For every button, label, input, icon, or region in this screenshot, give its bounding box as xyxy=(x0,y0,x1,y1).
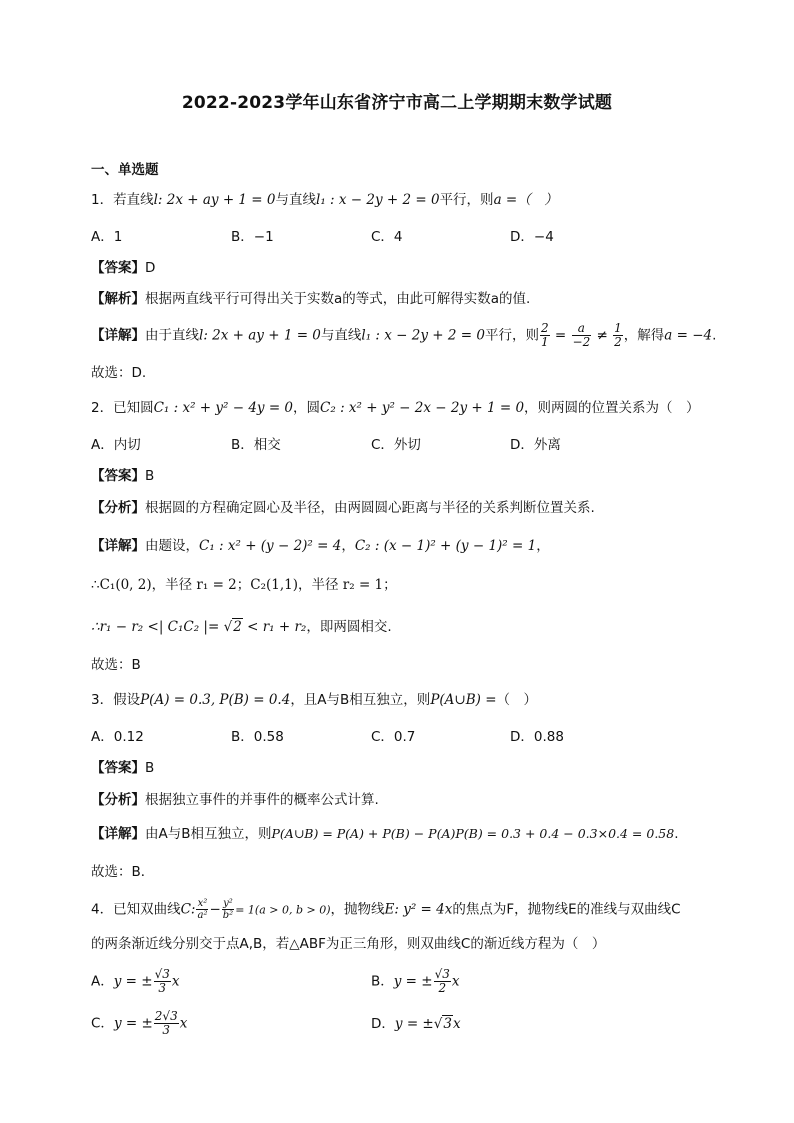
q2-option-c: C．外切 xyxy=(371,437,421,453)
q3-analysis xyxy=(91,790,379,810)
detail-text: . xyxy=(674,826,679,842)
q2-inequality: < r₁ + r₂ xyxy=(242,619,307,635)
q1-answer xyxy=(91,258,155,278)
detail-text: ，即两圆相交. xyxy=(306,619,392,635)
fraction: $\frac{\text{y²}}{\text{b²}}$ xyxy=(222,898,234,921)
q2-circle1-eq: C₁ : x² + y² − 4y = 0 xyxy=(153,400,294,416)
q1-line2-eq: l₁ : x − 2y + 2 = 0 xyxy=(316,192,440,208)
q4-option-b: B．y = ± $\frac{√3}{2}$ x xyxy=(371,967,460,995)
detail-text: 由于直线 xyxy=(145,327,199,344)
q3-stem-text: （ ） xyxy=(496,692,538,708)
detail-text: ，解得 xyxy=(623,327,665,344)
q2-stem-text: 2．已知圆 xyxy=(91,400,154,416)
q1-option-d: D．−4 xyxy=(510,229,554,245)
q2-option-b: B．相交 xyxy=(231,437,281,453)
q2-answer xyxy=(91,466,154,486)
analysis-text: 根据独立事件的并事件的概率公式计算. xyxy=(145,792,379,808)
q3-option-d: D．0.88 xyxy=(510,729,564,745)
detail-tag: 【详解】 xyxy=(91,826,145,842)
page-title: 2022-2023学年山东省济宁市高二上学期期末数学试题 xyxy=(181,93,613,113)
q2-option-a: A．内切 xyxy=(91,437,141,453)
q3-prob-eq: P(A∪B) = xyxy=(430,692,497,708)
q3-option-b: B．0.58 xyxy=(231,729,284,745)
q2-inequality: ∴r₁ − r₂ <| C₁C₂ |= xyxy=(91,619,224,635)
q4-stem-line2: 的两条渐近线分别交于点A,B，若△ABF为正三角形，则双曲线C的渐近线方程为（ ） xyxy=(91,936,606,952)
q1-detail: 【详解】由于直线l: 2x + ay + 1 = 0与直线l₁ : x − 2y + 2 = 0平行，则 $\frac{2}{1}$ = $\frac{a}{-2}$ ≠ $\frac{1}{2}$ ，解得a = −4. xyxy=(91,321,717,349)
minus-sign: − xyxy=(209,901,221,918)
q4-option-d: D．y = ±√3x xyxy=(371,1016,461,1032)
answer-value: B xyxy=(145,760,155,776)
q1-option-b: B．−1 xyxy=(231,229,274,245)
sqrt: √2 xyxy=(223,619,242,635)
detail-text: 平行，则 xyxy=(484,327,539,344)
q3-answer xyxy=(91,758,154,778)
fraction: $\frac{1}{2}$ xyxy=(614,321,622,349)
q2-analysis xyxy=(91,498,595,518)
q3-stem-text: ，且A与B相互独立，则 xyxy=(290,692,431,708)
q4-stem-text: 的焦点为F，抛物线E的准线与双曲线C xyxy=(452,901,681,918)
q2-circle2-std: C₂ : (x − 1)² + (y − 1)² = 1 xyxy=(354,538,537,554)
q3-prob-eq: P(A) = 0.3, P(B) = 0.4 xyxy=(140,692,291,708)
q3-option-c: C．0.7 xyxy=(371,729,416,745)
q4-stem-text: ，抛物线 xyxy=(330,901,385,918)
q1-line2-eq: l₁ : x − 2y + 2 = 0 xyxy=(361,327,485,344)
fraction: $\frac{2√3}{3}$ xyxy=(154,1009,178,1037)
q2-circle1-std: C₁ : x² + (y − 2)² = 4 xyxy=(199,538,342,554)
detail-tag: 【详解】 xyxy=(91,538,145,554)
fraction: $\frac{√3}{3}$ xyxy=(154,967,170,995)
answer-tag: 【答案】 xyxy=(91,260,145,276)
q1-stem-text: 平行，则 xyxy=(439,192,494,208)
fraction: $\frac{\text{x²}}{\text{a²}}$ xyxy=(197,898,208,921)
q1-stem xyxy=(91,190,558,210)
q3-stem xyxy=(91,690,537,710)
q1-stem-text: 与直线 xyxy=(275,192,316,208)
fraction: $\frac{2}{1}$ xyxy=(540,321,549,349)
section-heading: 一、单选题 xyxy=(91,162,159,178)
q3-choice: 故选：B． xyxy=(91,864,155,880)
detail-text: 由A与B相互独立，则 xyxy=(145,826,272,842)
analysis-text: 根据圆的方程确定圆心及半径，由两圆圆心距离与半径的关系判断位置关系. xyxy=(145,500,595,516)
q2-detail-line3 xyxy=(91,617,392,637)
detail-result: a = −4 xyxy=(664,327,713,344)
sqrt: √3 xyxy=(433,1016,452,1032)
q3-option-a: A．0.12 xyxy=(91,729,144,745)
q2-detail: 【详解】由题设，C₁ : x² + (y − 2)² = 4，C₂ : (x − 1)² + (y − 1)² = 1， xyxy=(91,538,550,554)
detail-text: 与直线 xyxy=(320,327,362,344)
q2-stem xyxy=(91,398,700,418)
answer-tag: 【答案】 xyxy=(91,760,145,776)
fraction: $\frac{a}{-2}$ xyxy=(572,321,591,349)
q3-detail-eq: P(A∪B) = P(A) + P(B) − P(A)P(B) = 0.3 + 0.4 − 0.3×0.4 = 0.58 xyxy=(271,826,675,841)
q1-option-c: C．4 xyxy=(371,229,403,245)
q4-hyperbola-name: C: xyxy=(180,901,196,918)
q2-stem-text: ，则两圆的位置关系为（ ） xyxy=(524,400,700,416)
detail-tag: 【详解】 xyxy=(91,327,145,344)
q1-stem-text: 1．若直线 xyxy=(91,192,154,208)
answer-tag: 【答案】 xyxy=(91,468,145,484)
fraction: $\frac{√3}{2}$ xyxy=(434,967,450,995)
q2-circle2-eq: C₂ : x² + y² − 2x − 2y + 1 = 0 xyxy=(320,400,525,416)
q4-option-a: A．y = ± $\frac{√3}{3}$ x xyxy=(91,967,180,995)
analysis-tag: 【解析】 xyxy=(91,291,145,307)
q2-detail-line2: ∴C₁(0, 2)，半径 r₁ = 2；C₂(1,1)，半径 r₂ = 1； xyxy=(91,577,397,593)
q1-option-a: A．1 xyxy=(91,229,123,245)
q4-option-c: C．y = ± $\frac{2√3}{3}$ x xyxy=(91,1009,188,1037)
answer-value: B xyxy=(145,468,155,484)
q1-line1-eq: l: 2x + ay + 1 = 0 xyxy=(199,327,321,344)
q2-option-d: D．外离 xyxy=(510,437,561,453)
q1-line1-eq: l: 2x + ay + 1 = 0 xyxy=(153,192,276,208)
answer-value: D xyxy=(145,260,156,276)
q2-choice: 故选：B xyxy=(91,657,141,673)
q3-stem-text: 3．假设 xyxy=(91,692,141,708)
analysis-tag: 【分析】 xyxy=(91,792,145,808)
q1-choice: 故选：D. xyxy=(91,365,147,381)
q4-stem-text: 4．已知双曲线 xyxy=(91,901,181,918)
q1-stem-tail: a =（ ） xyxy=(493,192,558,208)
q1-analysis xyxy=(91,289,530,309)
analysis-tag: 【分析】 xyxy=(91,500,145,516)
q3-detail xyxy=(91,824,679,844)
q4-parabola-eq: E: y² = 4x xyxy=(384,901,453,918)
q4-stem xyxy=(91,898,681,921)
q4-hyperbola-eq: = 1(a > 0, b > 0) xyxy=(235,903,331,917)
q2-stem-text: ，圆 xyxy=(293,400,321,416)
detail-text: 由题设， xyxy=(145,538,199,554)
analysis-text: 根据两直线平行可得出关于实数a的等式，由此可解得实数a的值. xyxy=(145,291,531,307)
